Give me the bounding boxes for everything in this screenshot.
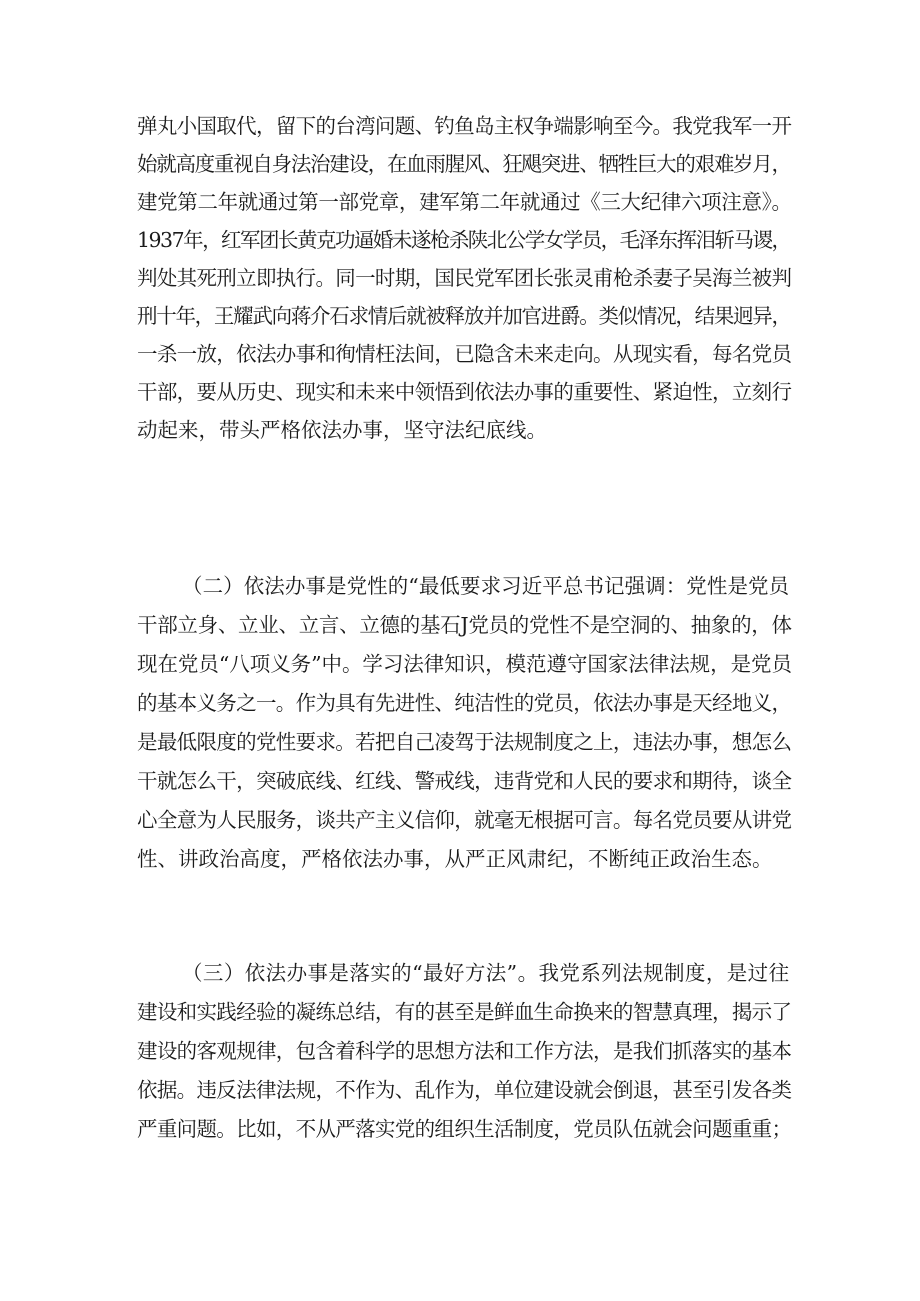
- paragraph-line: （三）依法办事是落实的“最好方法”。我党系列法规制度，是过往: [182, 961, 790, 985]
- paragraph-line: 严重问题。比如，不从严落实党的组织生活制度，党员队伍就会问题重重；: [137, 1117, 792, 1141]
- paragraph-line: 干部立身、立业、立言、立德的基石J党员的党性不是空洞的、抽象的，体: [137, 613, 792, 637]
- paragraph-line: 现在党员“八项义务”中。学习法律知识，模范遵守国家法律法规，是党员: [137, 652, 792, 676]
- paragraph-line: 刑十年，王耀武向蒋介石求情后就被释放并加官进爵。类似情况，结果迥异，: [137, 304, 791, 328]
- paragraph-line: 动起来，带头严格依法办事，坚守法纪底线。: [137, 418, 547, 442]
- paragraph-line: 判处其死刑立即执行。同一时期，国民党军团长张灵甫枪杀妻子吴海兰被判: [137, 266, 792, 290]
- paragraph-line: 建设的客观规律，包含着科学的思想方法和工作方法，是我们抓落实的基本: [137, 1039, 792, 1063]
- paragraph-line: 始就高度重视自身法治建设，在血雨腥风、狂飓突进、牺牲巨大的艰难岁月，: [137, 152, 791, 176]
- paragraph-line: （二）依法办事是党性的“最低要求习近平总书记强调：党性是党员: [182, 574, 790, 598]
- paragraph-line: 干部，要从历史、现实和未来中领悟到依法办事的重要性、紧迫性，立刻行: [137, 380, 792, 404]
- paragraph-line: 建党第二年就通过第一部党章，建军第二年就通过《三大纪律六项注意》。: [137, 190, 792, 214]
- paragraph-line: 依据。违反法律法规，不作为、乱作为，单位建设就会倒退，甚至引发各类: [137, 1078, 792, 1102]
- paragraph-line: 弹丸小国取代，留下的台湾问题、钓鱼岛主权争端影响至今。我党我军一开: [137, 114, 792, 138]
- paragraph-line: 干就怎么干，突破底线、红线、警戒线，违背党和人民的要求和期待，谈全: [137, 769, 792, 793]
- paragraph-line: 建设和实践经验的凝练总结，有的甚至是鲜血生命换来的智慧真理，揭示了: [137, 1000, 792, 1024]
- paragraph-line: 是最低限度的党性要求。若把自己凌驾于法规制度之上，违法办事，想怎么: [137, 730, 792, 754]
- paragraph-line: 一杀一放，依法办事和徇情枉法间，已隐含未来走向。从现实看，每名党员: [137, 342, 792, 366]
- paragraph-line: 的基本义务之一。作为具有先进性、纯洁性的党员，依法办事是天经地义，: [137, 691, 792, 715]
- paragraph-line: 心全意为人民服务，谈共产主义信仰，就毫无根据可言。每名党员要从讲党: [137, 808, 792, 832]
- paragraph-line: 性、讲政治高度，严格依法办事，从严正风肃纪，不断纯正政治生态。: [137, 847, 773, 871]
- paragraph-line: 1937年，红军团长黄克功逼婚未遂枪杀陕北公学女学员，毛泽东挥泪斩马谡，: [137, 228, 791, 252]
